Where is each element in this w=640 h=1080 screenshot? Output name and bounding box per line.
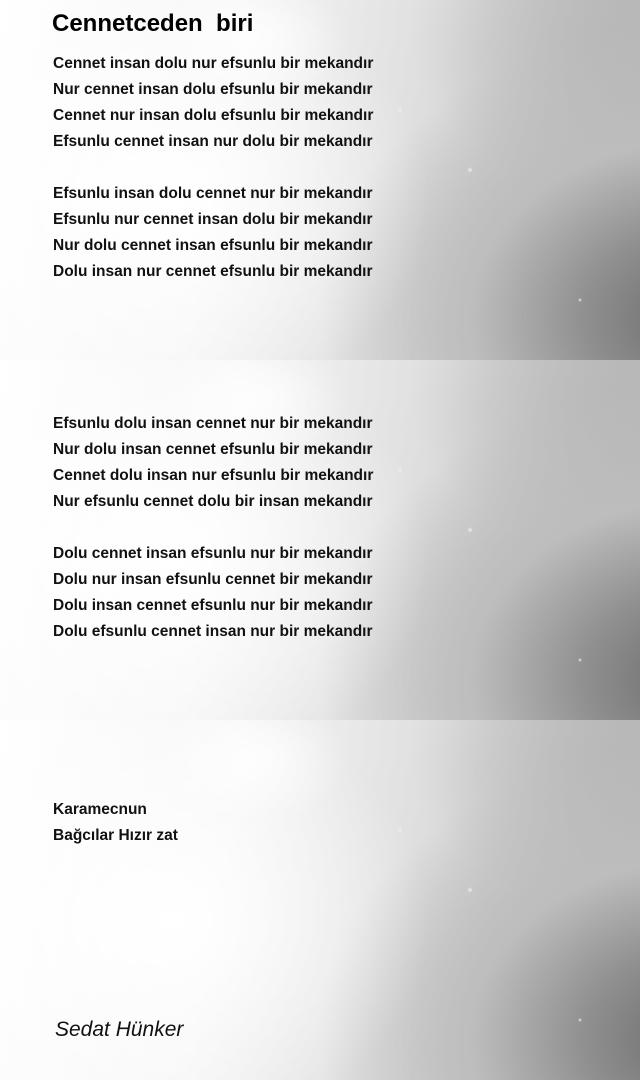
poem-line: Dolu cennet insan efsunlu nur bir mekandır [53, 545, 373, 562]
poem-line: Cennet nur insan dolu efsunlu bir mekandır [53, 107, 374, 124]
poem-line: Nur dolu insan cennet efsunlu bir mekandır [53, 441, 373, 458]
poem-line: Cennet insan dolu nur efsunlu bir mekandır [53, 55, 374, 72]
poem-line: Nur cennet insan dolu efsunlu bir mekandır [53, 81, 373, 98]
poem-card-1 [0, 0, 640, 360]
signature-line: Bağcılar Hızır zat [53, 827, 178, 844]
poem-line: Nur efsunlu cennet dolu bir insan mekandır [53, 493, 373, 510]
poem-line: Efsunlu cennet insan nur dolu bir mekandır [53, 133, 373, 150]
poem-line: Dolu nur insan efsunlu cennet bir mekandır [53, 571, 373, 588]
poem-card-3 [0, 720, 640, 1080]
stanza-3 [53, 411, 373, 515]
signature-line: Karamecnun [53, 801, 147, 818]
poem-line: Dolu insan nur cennet efsunlu bir mekandır [53, 263, 373, 280]
poem-line: Dolu insan cennet efsunlu nur bir mekandır [53, 597, 373, 614]
stanza-1 [53, 51, 373, 155]
poem-line: Dolu efsunlu cennet insan nur bir mekandır [53, 623, 373, 640]
stanza-4 [53, 541, 373, 645]
stanza-2 [53, 181, 373, 285]
signature-lines [53, 797, 178, 849]
poem-line: Efsunlu dolu insan cennet nur bir mekandır [53, 415, 373, 432]
author-name: Sedat Hünker [55, 1018, 184, 1041]
poem-card-2 [0, 360, 640, 720]
poem-line: Efsunlu nur cennet insan dolu bir mekandır [53, 211, 373, 228]
poem-line: Nur dolu cennet insan efsunlu bir mekandır [53, 237, 373, 254]
poem-line: Cennet dolu insan nur efsunlu bir mekandır [53, 467, 374, 484]
poem-title: Cennetceden biri [52, 10, 254, 37]
poem-line: Efsunlu insan dolu cennet nur bir mekandır [53, 185, 373, 202]
